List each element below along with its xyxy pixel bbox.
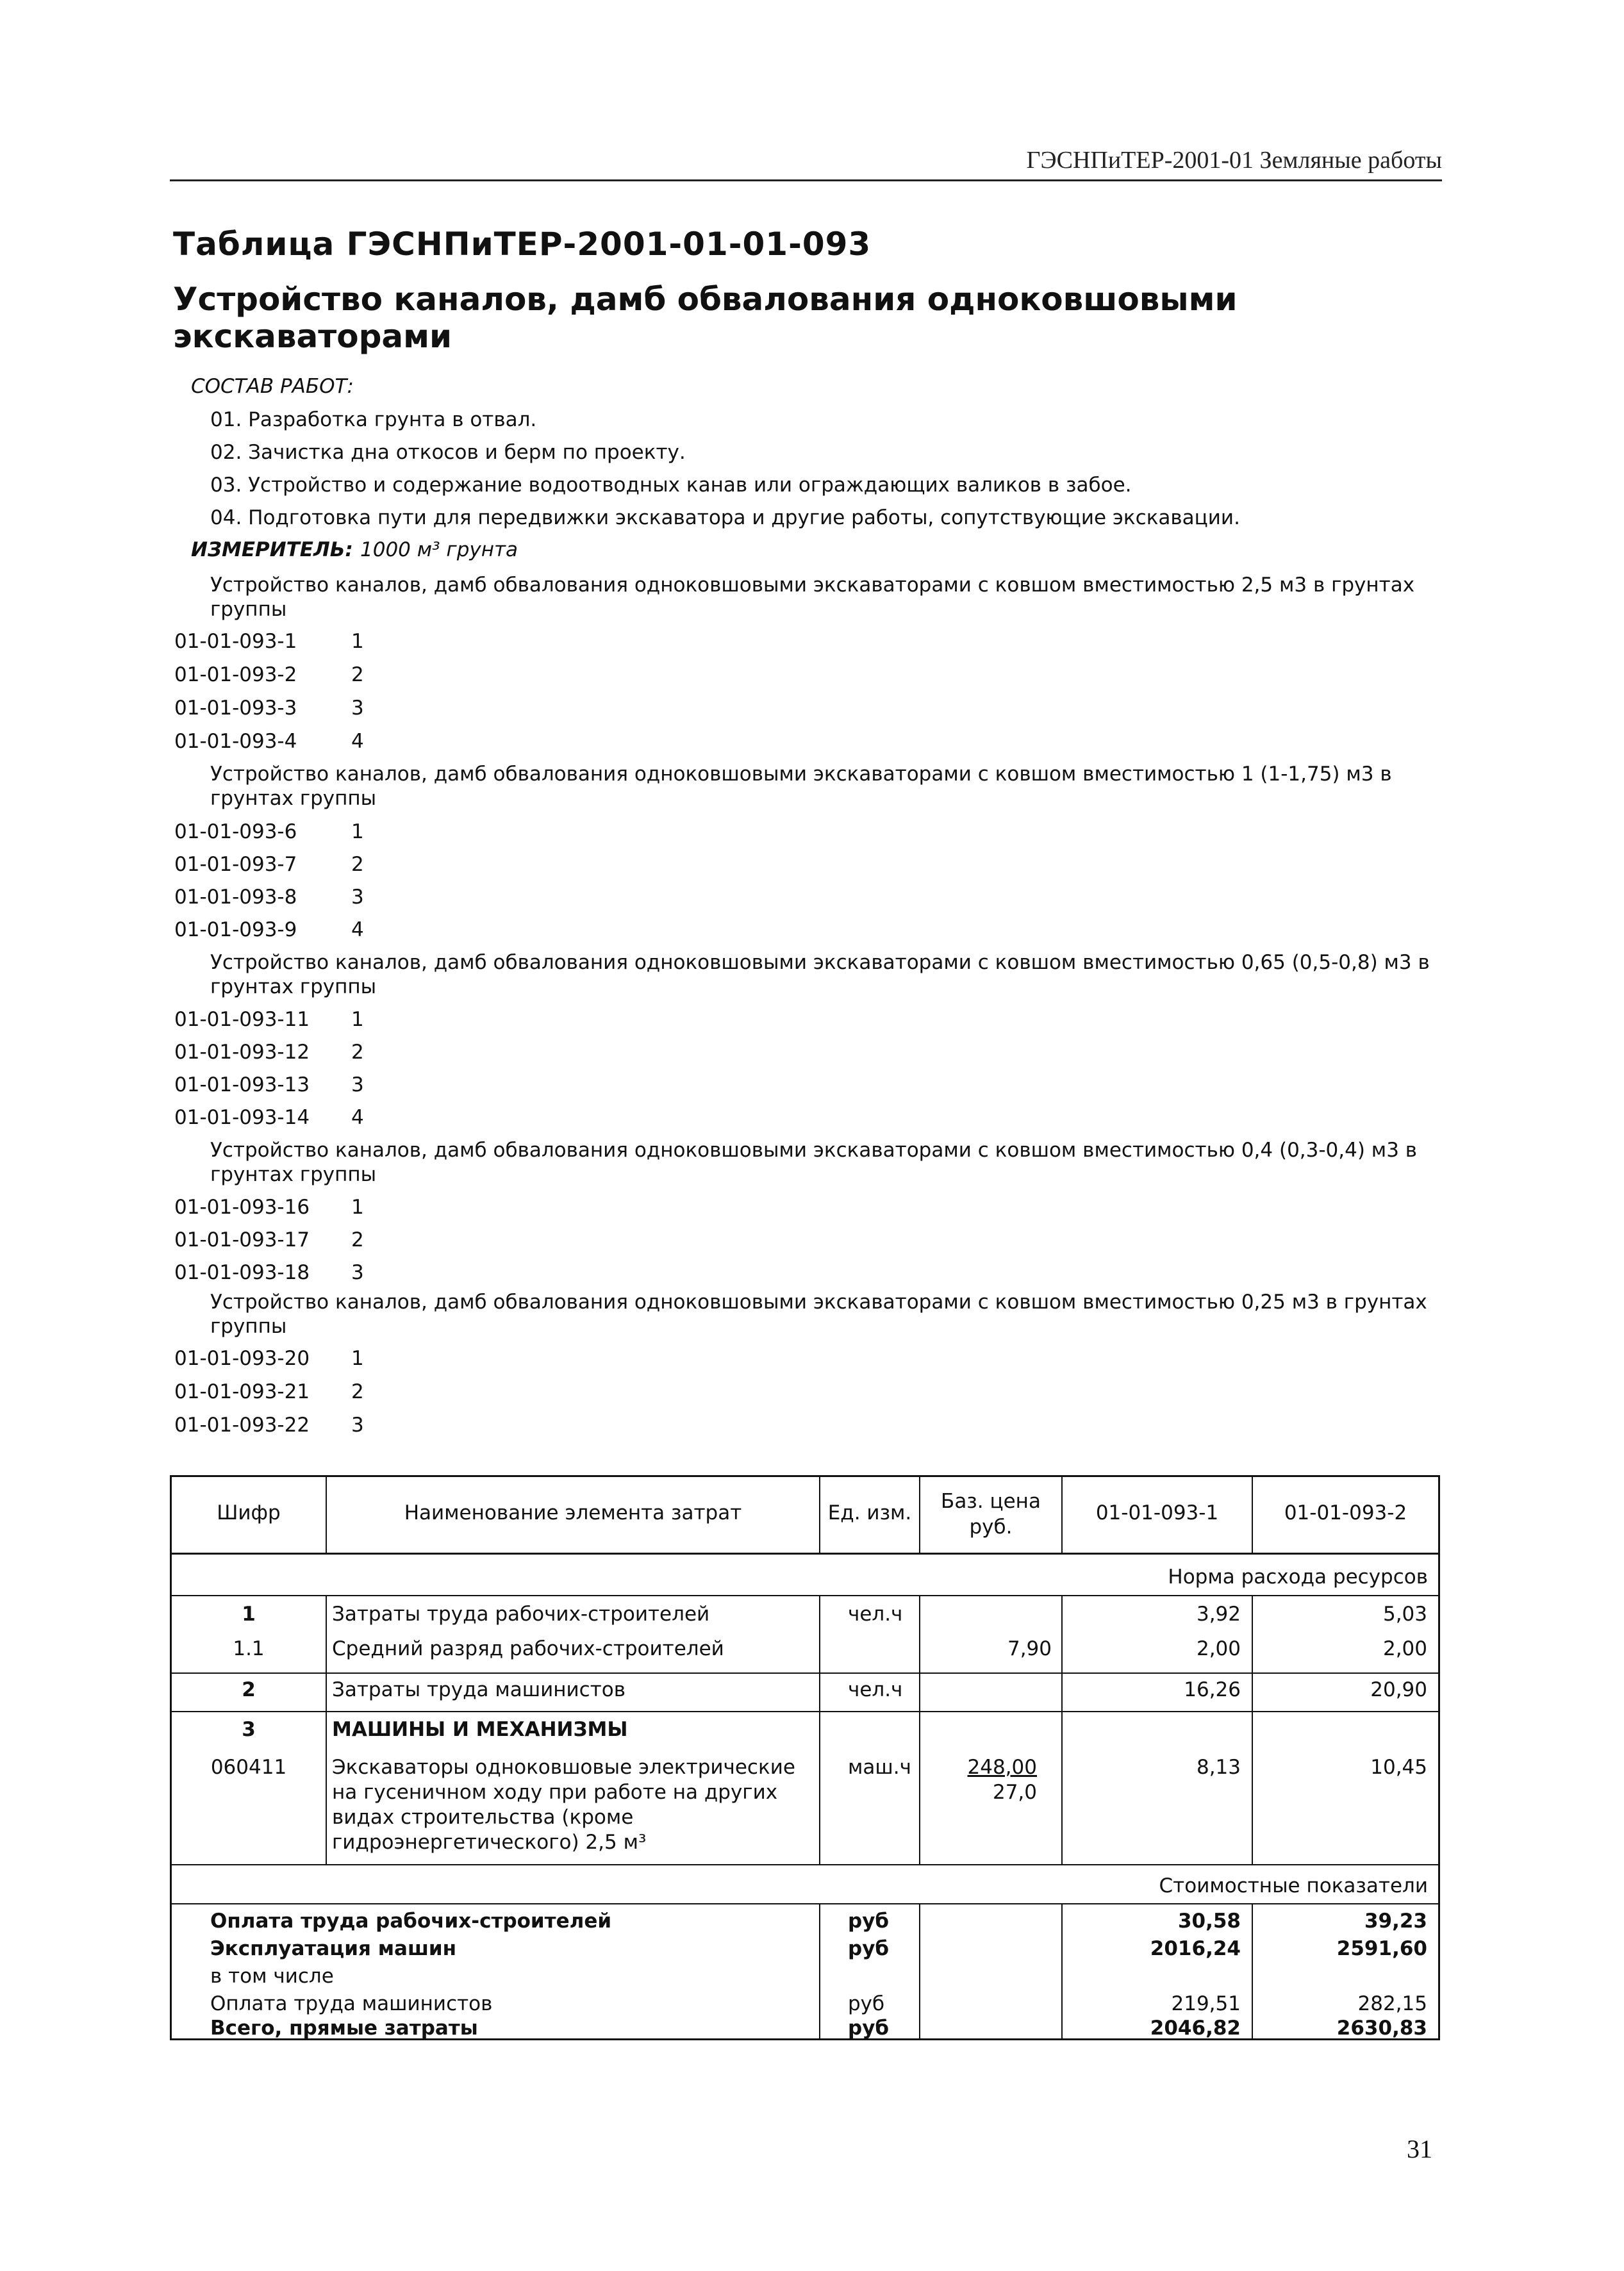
table-subtitle: Устройство каналов, дамб обвалования одноковшовыми экскаваторами bbox=[173, 281, 1238, 355]
operation-item: 03. Устройство и содержание водоотводных канав или ограждающих валиков в забое. bbox=[210, 474, 1132, 497]
soil-group-number: 1 bbox=[351, 1008, 364, 1031]
row-code: 1 bbox=[242, 1603, 256, 1626]
norm-group-description: Устройство каналов, дамб обвалования одноковшовыми экскаваторами с ковшом вместимостью 0,4 (0,3-0,4) м3 в грунтах группы bbox=[210, 1139, 1418, 1186]
cost-unit: руб bbox=[848, 1937, 890, 1960]
header-price: Баз. цена bbox=[941, 1490, 1041, 1513]
norm-code: 01-01-093-21 bbox=[174, 1380, 310, 1403]
machine-price: 248,00 bbox=[967, 1756, 1037, 1779]
cost-value-col1: 2016,24 bbox=[1150, 1937, 1241, 1960]
machine-unit: маш.ч bbox=[848, 1756, 911, 1779]
row-value-col1: 3,92 bbox=[1196, 1603, 1241, 1626]
soil-group-number: 3 bbox=[351, 1073, 364, 1096]
row-rule bbox=[172, 1672, 1438, 1674]
meter-value: 1000 м³ грунта bbox=[360, 538, 518, 561]
row-value-col1: 2,00 bbox=[1196, 1637, 1241, 1660]
column-rule bbox=[819, 1903, 820, 2040]
norm-code: 01-01-093-7 bbox=[174, 853, 297, 876]
running-header: ГЭСНПиТЕР-2001-01 Земляные работы bbox=[1026, 147, 1442, 174]
cost-unit: руб bbox=[848, 1992, 885, 2015]
row-code: 2 bbox=[242, 1678, 256, 1701]
machine-name-line: на гусеничном ходу при работе на других bbox=[332, 1781, 778, 1804]
machine-value-col2: 10,45 bbox=[1370, 1756, 1427, 1779]
header-col1: 01-01-093-1 bbox=[1095, 1501, 1219, 1524]
soil-group-number: 1 bbox=[351, 820, 364, 843]
soil-group-number: 3 bbox=[351, 1414, 364, 1437]
row-value-col2: 20,90 bbox=[1370, 1678, 1427, 1701]
machine-code: 060411 bbox=[210, 1756, 287, 1779]
header-name: Наименование элемента затрат bbox=[404, 1501, 742, 1524]
page-number: 31 bbox=[1407, 2135, 1432, 2163]
norm-code: 01-01-093-17 bbox=[174, 1228, 310, 1251]
soil-group-number: 1 bbox=[351, 630, 364, 653]
composition-label: СОСТАВ РАБОТ: bbox=[191, 375, 354, 398]
norm-code: 01-01-093-3 bbox=[174, 697, 297, 720]
cost-name: в том числе bbox=[210, 1965, 334, 1988]
norm-code: 01-01-093-4 bbox=[174, 730, 297, 753]
column-rule bbox=[326, 1595, 327, 1864]
row-unit: чел.ч bbox=[848, 1603, 903, 1626]
norm-group-description: Устройство каналов, дамб обвалования одноковшовыми экскаваторами с ковшом вместимостью 0,65 (0,5-0,8) м3 в грунтах группы bbox=[210, 951, 1430, 998]
column-rule bbox=[919, 1903, 920, 2040]
row-value-col2: 2,00 bbox=[1382, 1637, 1427, 1660]
soil-group-number: 4 bbox=[351, 730, 364, 753]
section-rule bbox=[172, 1903, 1438, 1904]
operation-item: 02. Зачистка дна откосов и берм по проекту. bbox=[210, 441, 686, 464]
cost-value-col2: 2591,60 bbox=[1336, 1937, 1427, 1960]
header-col2: 01-01-093-2 bbox=[1284, 1501, 1407, 1524]
row-code: 1.1 bbox=[233, 1637, 265, 1660]
cost-name: Оплата труда машинистов bbox=[210, 1992, 493, 2015]
header-rule bbox=[170, 179, 1442, 181]
column-rule bbox=[919, 1477, 920, 1553]
machines-title: МАШИНЫ И МЕХАНИЗМЫ bbox=[332, 1718, 628, 1741]
norm-group-description: Устройство каналов, дамб обвалования одноковшовыми экскаваторами с ковшом вместимостью 0,25 м3 в грунтах группы bbox=[210, 1291, 1427, 1338]
soil-group-number: 2 bbox=[351, 663, 364, 686]
cost-name: Эксплуатация машин bbox=[210, 1937, 457, 1960]
section-norms-label: Норма расхода ресурсов bbox=[1168, 1565, 1428, 1589]
machine-price-wage: 27,0 bbox=[992, 1781, 1037, 1804]
cost-value-col1: 30,58 bbox=[1177, 1910, 1241, 1933]
cost-value-col1: 2046,82 bbox=[1150, 2017, 1241, 2040]
section-costs-label: Стоимостные показатели bbox=[1159, 1874, 1428, 1897]
cost-name: Всего, прямые затраты bbox=[210, 2017, 478, 2040]
cost-value-col2: 39,23 bbox=[1364, 1910, 1427, 1933]
machine-value-col1: 8,13 bbox=[1196, 1756, 1241, 1779]
row-value-col1: 16,26 bbox=[1184, 1678, 1241, 1701]
soil-group-number: 2 bbox=[351, 1228, 364, 1251]
table-title: Таблица ГЭСНПиТЕР-2001-01-01-093 bbox=[173, 226, 872, 263]
soil-group-number: 4 bbox=[351, 918, 364, 941]
section-rule bbox=[172, 1595, 1438, 1596]
row-name: Средний разряд рабочих-строителей bbox=[332, 1637, 724, 1660]
row-unit: чел.ч bbox=[848, 1678, 903, 1701]
soil-group-number: 3 bbox=[351, 1261, 364, 1284]
norm-group-description: Устройство каналов, дамб обвалования одноковшовыми экскаваторами с ковшом вместимостью 2,5 м3 в грунтах группы bbox=[210, 574, 1415, 621]
machine-name-line: гидроэнергетического) 2,5 м³ bbox=[332, 1831, 647, 1854]
machines-code: 3 bbox=[242, 1718, 256, 1741]
soil-group-number: 4 bbox=[351, 1106, 364, 1129]
cost-value-col2: 2630,83 bbox=[1336, 2017, 1427, 2040]
norm-code: 01-01-093-6 bbox=[174, 820, 297, 843]
header-bottom-rule bbox=[172, 1553, 1438, 1555]
header-price-unit: руб. bbox=[969, 1515, 1013, 1539]
header-unit: Ед. изм. bbox=[827, 1501, 912, 1524]
operation-item: 01. Разработка грунта в отвал. bbox=[210, 408, 537, 431]
row-price: 7,90 bbox=[1007, 1637, 1052, 1660]
column-rule bbox=[1252, 1595, 1253, 1864]
soil-group-number: 3 bbox=[351, 886, 364, 909]
header-code: Шифр bbox=[217, 1501, 281, 1524]
machine-name-line: Экскаваторы одноковшовые электрические bbox=[332, 1756, 795, 1779]
norm-code: 01-01-093-16 bbox=[174, 1196, 310, 1219]
norm-code: 01-01-093-14 bbox=[174, 1106, 310, 1129]
cost-value-col2: 282,15 bbox=[1357, 1992, 1427, 2015]
soil-group-number: 1 bbox=[351, 1196, 364, 1219]
norm-group-description: Устройство каналов, дамб обвалования одноковшовыми экскаваторами с ковшом вместимостью 1 (1-1,75) м3 в грунтах группы bbox=[210, 763, 1392, 810]
column-rule bbox=[1061, 1595, 1063, 1864]
soil-group-number: 2 bbox=[351, 853, 364, 876]
norm-code: 01-01-093-18 bbox=[174, 1261, 310, 1284]
resource-table bbox=[170, 1475, 1440, 2040]
norm-code: 01-01-093-1 bbox=[174, 630, 297, 653]
column-rule bbox=[819, 1595, 820, 1864]
operation-item: 04. Подготовка пути для передвижки экскаватора и другие работы, сопутствующие экскавации. bbox=[210, 506, 1240, 529]
soil-group-number: 3 bbox=[351, 697, 364, 720]
norm-code: 01-01-093-20 bbox=[174, 1347, 310, 1370]
section-rule bbox=[172, 1864, 1438, 1865]
soil-group-number: 2 bbox=[351, 1041, 364, 1064]
soil-group-number: 1 bbox=[351, 1347, 364, 1370]
machine-name-line: видах строительства (кроме bbox=[332, 1806, 634, 1829]
norm-code: 01-01-093-8 bbox=[174, 886, 297, 909]
row-rule bbox=[172, 1711, 1438, 1712]
cost-name: Оплата труда рабочих-строителей bbox=[210, 1910, 612, 1933]
norm-code: 01-01-093-2 bbox=[174, 663, 297, 686]
norm-code: 01-01-093-22 bbox=[174, 1414, 310, 1437]
norm-code: 01-01-093-9 bbox=[174, 918, 297, 941]
row-name: Затраты труда рабочих-строителей bbox=[332, 1603, 710, 1626]
cost-unit: руб bbox=[848, 2017, 890, 2040]
column-rule bbox=[919, 1595, 920, 1864]
soil-group-number: 2 bbox=[351, 1380, 364, 1403]
norm-code: 01-01-093-12 bbox=[174, 1041, 310, 1064]
norm-code: 01-01-093-11 bbox=[174, 1008, 310, 1031]
meter-label: ИЗМЕРИТЕЛЬ: bbox=[191, 538, 353, 561]
norm-code: 01-01-093-13 bbox=[174, 1073, 310, 1096]
row-name: Затраты труда машинистов bbox=[332, 1678, 626, 1701]
cost-unit: руб bbox=[848, 1910, 890, 1933]
cost-value-col1: 219,51 bbox=[1171, 1992, 1241, 2015]
row-value-col2: 5,03 bbox=[1382, 1603, 1427, 1626]
